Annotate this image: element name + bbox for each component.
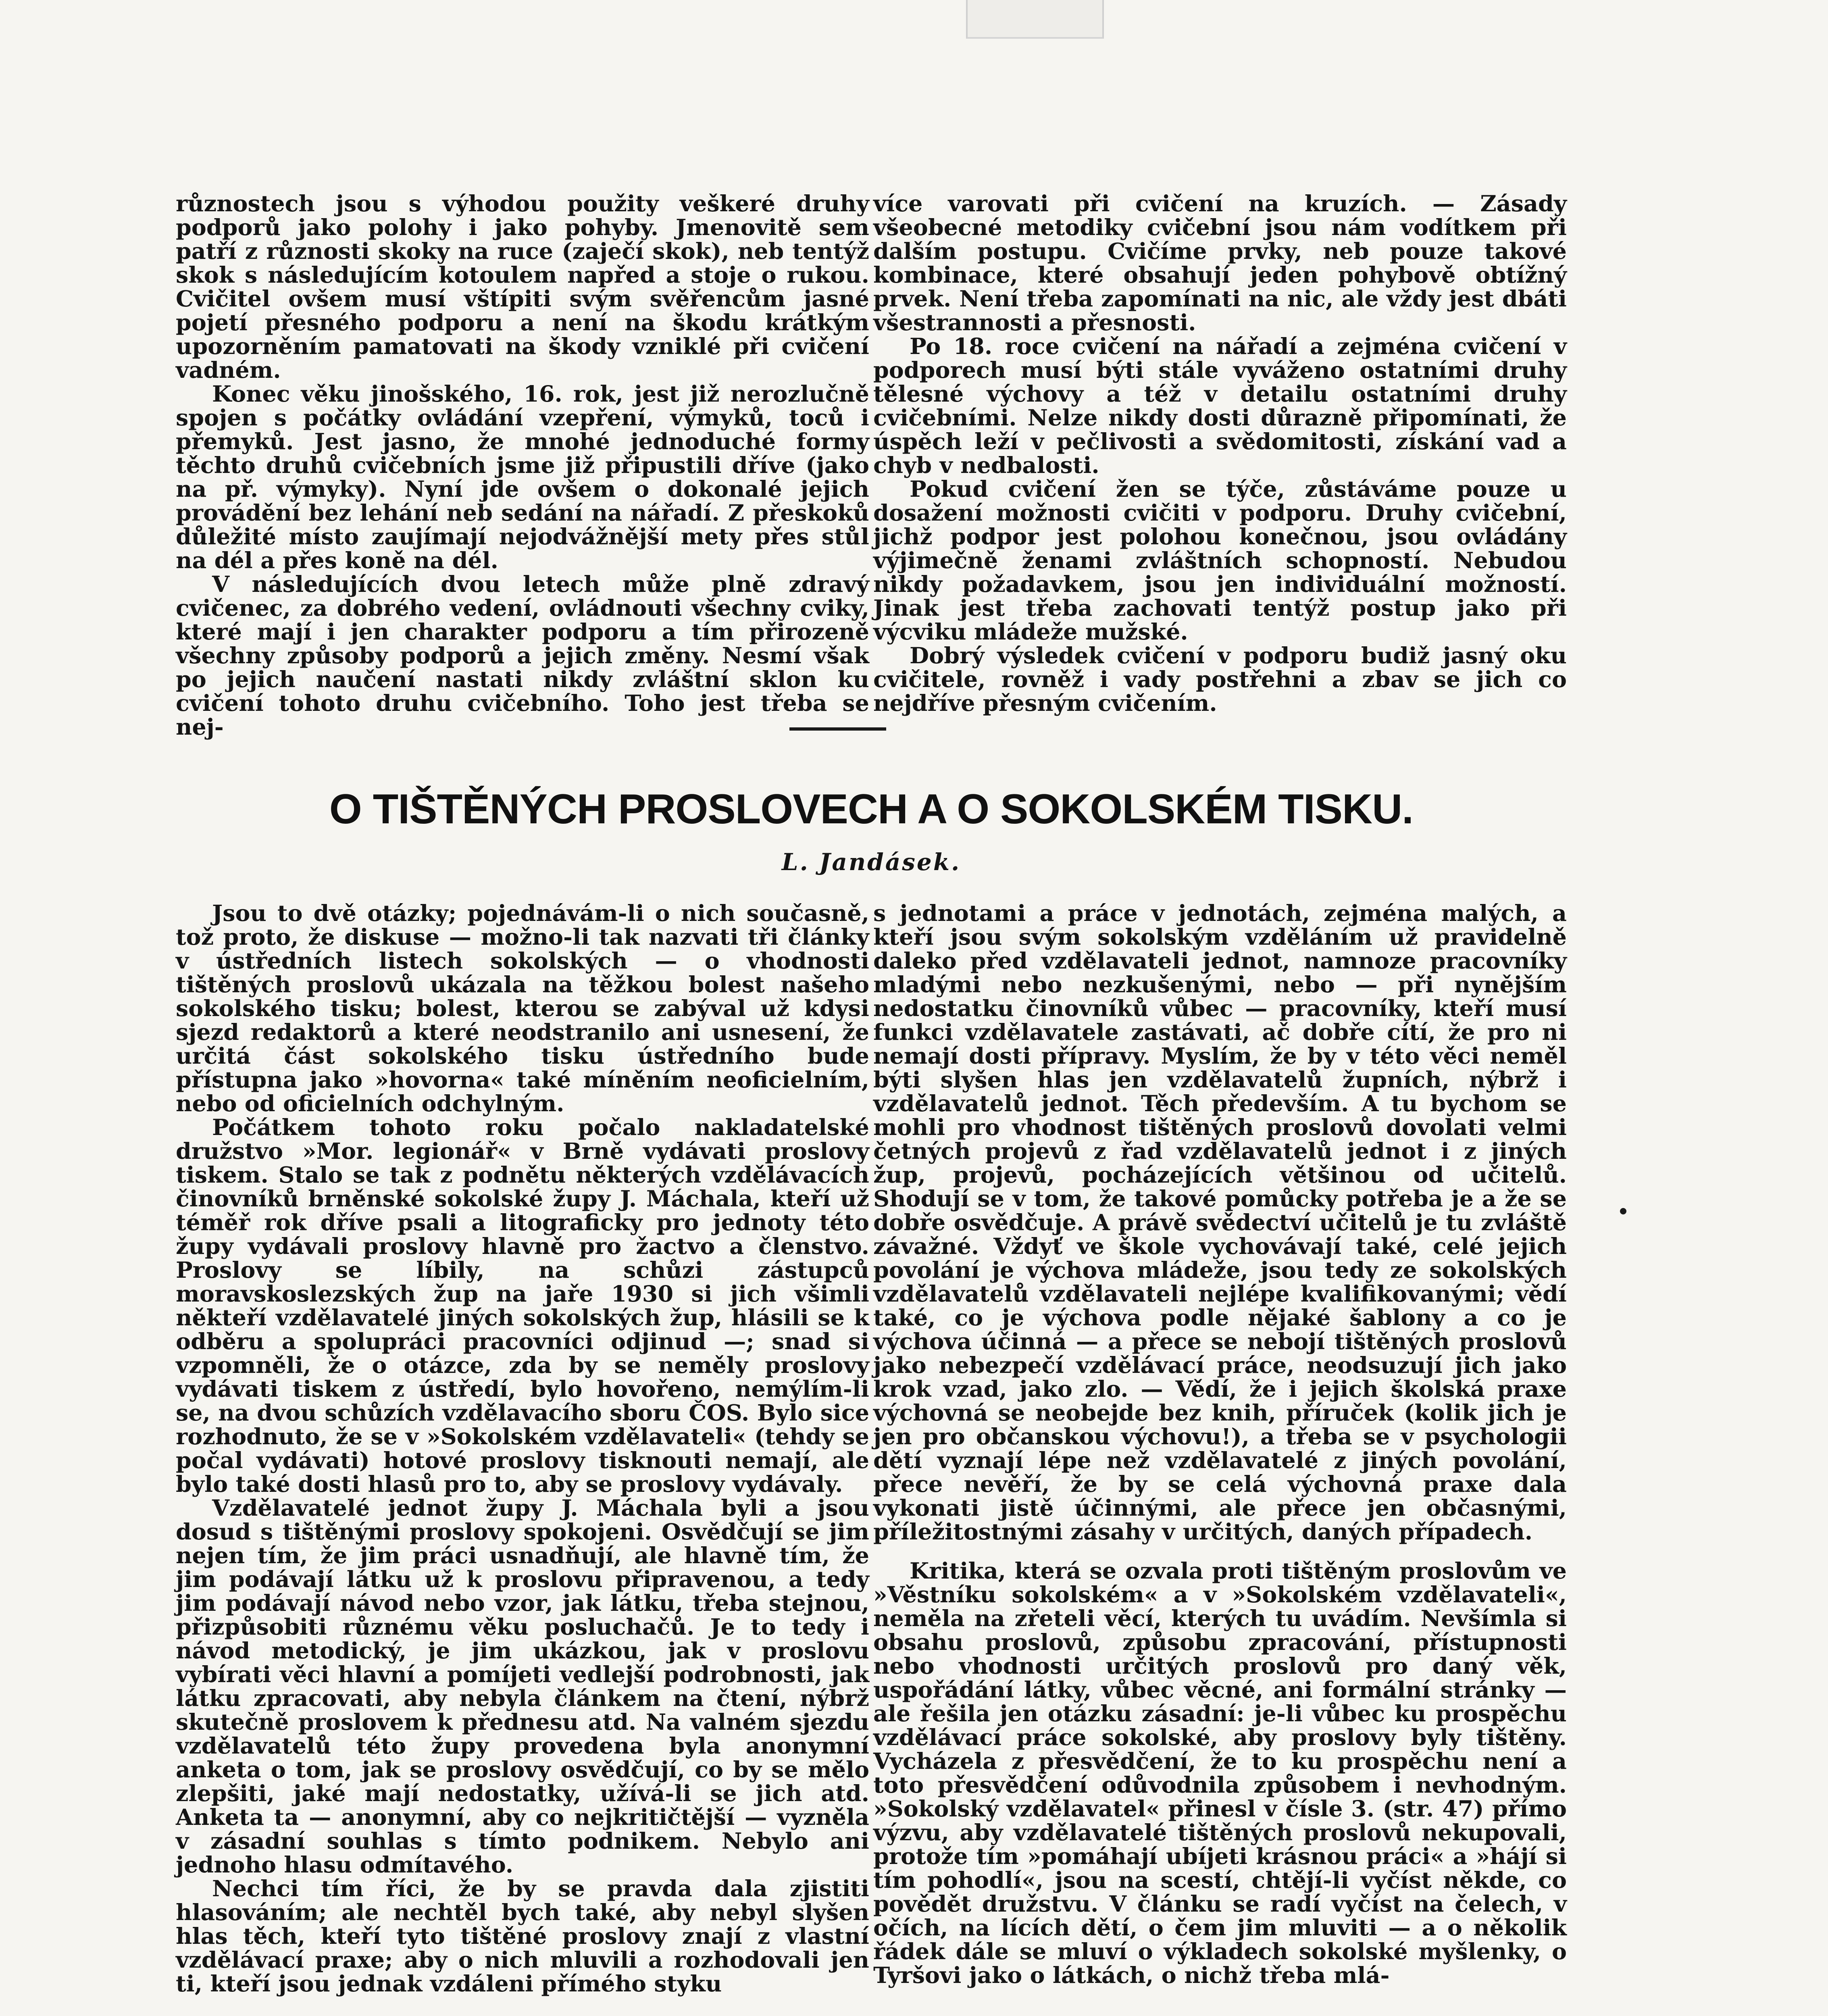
paragraph: Nechci tím říci, že by se pravda dala zjistiti hlasováním; ale nechtěl bych také, aby nebyl slyšen hlas těch, kteří tyto tištěné proslovy znají z vlastní vzdělávací praxe; aby o nich mluvili a rozhodovali jen ti, kteří jsou jednak vzdáleni přímého styku bbox=[176, 1876, 869, 1997]
article-left-column bbox=[176, 902, 869, 1996]
article-right-column bbox=[873, 902, 1567, 1987]
article-author: L. Jandásek. bbox=[781, 848, 961, 876]
paragraph: Pokud cvičení žen se týče, zůstáváme pouze u dosažení možnosti cvičiti v podporu. Druhy cvičební, jichž podpor jest polohou konečnou, jsou ovládány výjimečně ženami zvláštních schopností. Nebudou nikdy požadavkem, jsou jen individuální možností. Jinak jest třeba zachovati tentýž postup jako při výcviku mládeže mužské. bbox=[873, 476, 1567, 645]
paragraph: s jednotami a práce v jednotách, zejména malých, a kteří jsou svým sokolským vzděláním už pravidelně daleko před vzdělavateli jednot, namnoze pracovníky mladými nebo nezkušenými, nebo — při nynějším nedostatku činovníků vůbec — pracovníky, kteří musí funkci vzdělavatele zastávati, ač dobře cítí, že pro ni nemají dosti přípravy. Myslím, že by v této věci neměl býti slyšen hlas jen vzdělavatelů župních, nýbrž i vzdělavatelů jednot. Těch především. A tu bychom se mohli pro vhodnost tištěných proslovů dovolati velmi četných projevů z řad vzdělavatelů jednot i z jiných žup, projevů, pocházejících většinou od učitelů. Shodují se v tom, že takové pomůcky potřeba je a že se dobře osvědčuje. A právě svědectví učitelů je tu zvláště závažné. Vždyť ve škole vychovávají také, celé jejich povolání je výchova mládeže, jsou tedy ze sokolských vzdělavatelů vzdělavateli nejlépe kvalifikovanými; vědí také, co je výchova podle nějaké šablony a co je výchova účinná — a přece se nebojí tištěných proslovů jako nebezpečí vzdělávací práce, neodsuzují jich jako krok vzad, jako zlo. — Vědí, že i jejich školská praxe výchovná se neobejde bez knih, příruček (kolik jich je jen pro občanskou výchovu!), a třeba se v psychologii dětí vyznají lépe než vzdělavatelé z jiných povolání, přece nevěří, že by se celá výchovná praxe dala vykonati jistě účinnými, ale přece jen občasnými, příležitostnými zásahy v určitých, daných případech. bbox=[873, 900, 1567, 1545]
paragraph: Počátkem tohoto roku počalo nakladatelské družstvo »Mor. legionář« v Brně vydávati proslovy tiskem. Stalo se tak z podnětu některých vzdělávacích činovníků brněnské sokolské župy J. Máchala, kteří už téměř rok dříve psali a litograficky pro jednoty této župy vydávali proslovy hlavně pro žactvo a členstvo. Proslovy se líbily, na schůzi zástupců moravskoslezských žup na jaře 1930 si jich všimli někteří vzdělavatelé jiných sokolských žup, hlásili se k odběru a spolupráci pracovníci odjinud —; snad si vzpomněli, že o otázce, zda by se neměly proslovy vydávati tiskem z ústředí, bylo hovořeno, nemýlím-li se, na dvou schůzích vzdělavacího sboru ČOS. Bylo sice rozhodnuto, že se v »Sokolském vzdělavateli« (tehdy se počal vydávati) hotové proslovy tisknouti nemají, ale bylo také dosti hlasů pro to, aby se proslovy vydávaly. bbox=[176, 1114, 869, 1497]
paragraph: Po 18. roce cvičení na nářadí a zejména cvičení v podporech musí býti stále vyváženo ostatními druhy tělesné výchovy a též v detailu ostatními druhy cvičebními. Nelze nikdy dosti důrazně připomínati, že úspěch leží v pečlivosti a svědomitosti, získání vad a chyb v nedbalosti. bbox=[873, 333, 1567, 479]
paragraph: různostech jsou s výhodou použity veškeré druhy podporů jako polohy i jako pohyby. Jmenovitě sem patří z různosti skoky na ruce (zaječí skok), neb tentýž skok s následujícím kotoulem napřed a stoje o rukou. Cvičitel ovšem musí vštípiti svým svěřencům jasné pojetí přesného podporu a není na škodu krátkým upozorněním pamatovati na škody vzniklé při cvičení vadném. bbox=[176, 191, 869, 383]
paragraph: Kritika, která se ozvala proti tištěným proslovům ve »Věstníku sokolském« a v »Sokolském vzdělavateli«, neměla na zřeteli věcí, kterých tu uvádím. Nevšímla si obsahu proslovů, způsobu zpracování, přístupnosti nebo vhodnosti určitých proslovů pro daný věk, uspořádání látky, vůbec věcné, ani formální stránky — ale řešila jen otázku zásadní: je-li vůbec ku prospěchu vzdělávací práce sokolské, aby proslovy byly tištěny. Vycházela z přesvědčení, že to ku prospěchu není a toto přesvědčení odůvodnila způsobem i nevhodným. »Sokolský vzdělavatel« přinesl v čísle 3. (str. 47) přímo výzvu, aby vzdělavatelé tištěných proslovů nekupovali, protože tím »pomáhají ubíjeti krásnou práci« a »hájí si tím pohodlí«, jsou na scestí, chtějí-li vyčíst někde, co povědět družstvu. V článku se radí vyčíst na čelech, v očích, na lících dětí, o čem jim mluviti — a o několik řádek dále se mluví o výkladech sokolské myšlenky, o Tyršovi jako o látkách, o nichž třeba mlá- bbox=[873, 1558, 1567, 1989]
margin-dot bbox=[1620, 1208, 1626, 1214]
paragraph: Jsou to dvě otázky; pojednávám-li o nich současně, tož proto, že diskuse — možno-li tak nazvati tři články v ústředních listech sokolských — o vhodnosti tištěných proslovů ukázala na těžkou bolest našeho sokolského tisku; bolest, kterou se zabýval už kdysi sjezd redaktorů a které neodstranilo ani usnesení, že určitá část sokolského tisku ústředního bude přístupna jako »hovorna« také míněním neoficielním, nebo od oficielních odchylným. bbox=[176, 900, 869, 1117]
paragraph: Vzdělavatelé jednot župy J. Máchala byli a jsou dosud s tištěnými proslovy spokojeni. Osvědčují se jim nejen tím, že jim práci usnadňují, ale hlavně tím, že jim podávají látku už k proslovu připravenou, a tedy jim podávají návod nebo vzor, jak látku, třeba stejnou, přizpůsobiti různému věku posluchačů. Je to tedy i návod metodický, je jim ukázkou, jak v proslovu vybírati věci hlavní a pomíjeti vedlejší podrobnosti, jak látku zpracovati, aby nebyla článkem na čtení, nýbrž skutečně proslovem k přednesu atd. Na valném sjezdu vzdělavatelů této župy provedena byla anonymní anketa o tom, jak se proslovy osvědčují, co by se mělo zlepšiti, jaké mají nedostatky, užívá-li se jich atd. Anketa ta — anonymní, aby co nejkritičtější — vyzněla v zásadní souhlas s tímto podnikem. Nebylo ani jednoho hlasu odmítavého. bbox=[176, 1495, 869, 1878]
top-right-column bbox=[873, 192, 1567, 715]
paragraph: více varovati při cvičení na kruzích. — Zásady všeobecné metodiky cvičební jsou nám vodítkem při dalším postupu. Cvičíme prvky, neb pouze takové kombinace, které obsahují jeden pohybově obtížný prvek. Není třeba zapomínati na nic, ale vždy jest dbáti všestrannosti a přesnosti. bbox=[873, 191, 1567, 336]
library-stamp-mark bbox=[966, 0, 1104, 39]
article-title: O TIŠTĚNÝCH PROSLOVECH A O SOKOLSKÉM TISKU. bbox=[329, 786, 1414, 833]
paragraph: Dobrý výsledek cvičení v podporu budiž jasný oku cvičitele, rovněž i vady postřehni a zbav se jich co nejdříve přesným cvičením. bbox=[873, 643, 1567, 716]
paragraph: Konec věku jinošského, 16. rok, jest již nerozlučně spojen s počátky ovládání vzepření, výmyků, toců i přemyků. Jest jasno, že mnohé jednoduché formy těchto druhů cvičebních jsme již připustili dříve (jako na př. výmyky). Nyní jde ovšem o dokonalé jejich provádění bez lehání neb sedání na nářadí. Z přeskoků důležité místo zaujímají nejodvážnější mety přes stůl na dél a přes koně na dél. bbox=[176, 381, 869, 574]
top-left-column bbox=[176, 192, 869, 739]
paragraph: V následujících dvou letech může plně zdravý cvičenec, za dobrého vedení, ovládnouti všechny cviky, které mají i jen charakter podporu a tím přirozeně všechny způsoby podporů a jejich změny. Nesmí však po jejich naučení nastati nikdy zvláštní sklon ku cvičení tohoto druhu cvičebního. Toho jest třeba se nej- bbox=[176, 571, 869, 740]
section-divider bbox=[789, 727, 886, 731]
